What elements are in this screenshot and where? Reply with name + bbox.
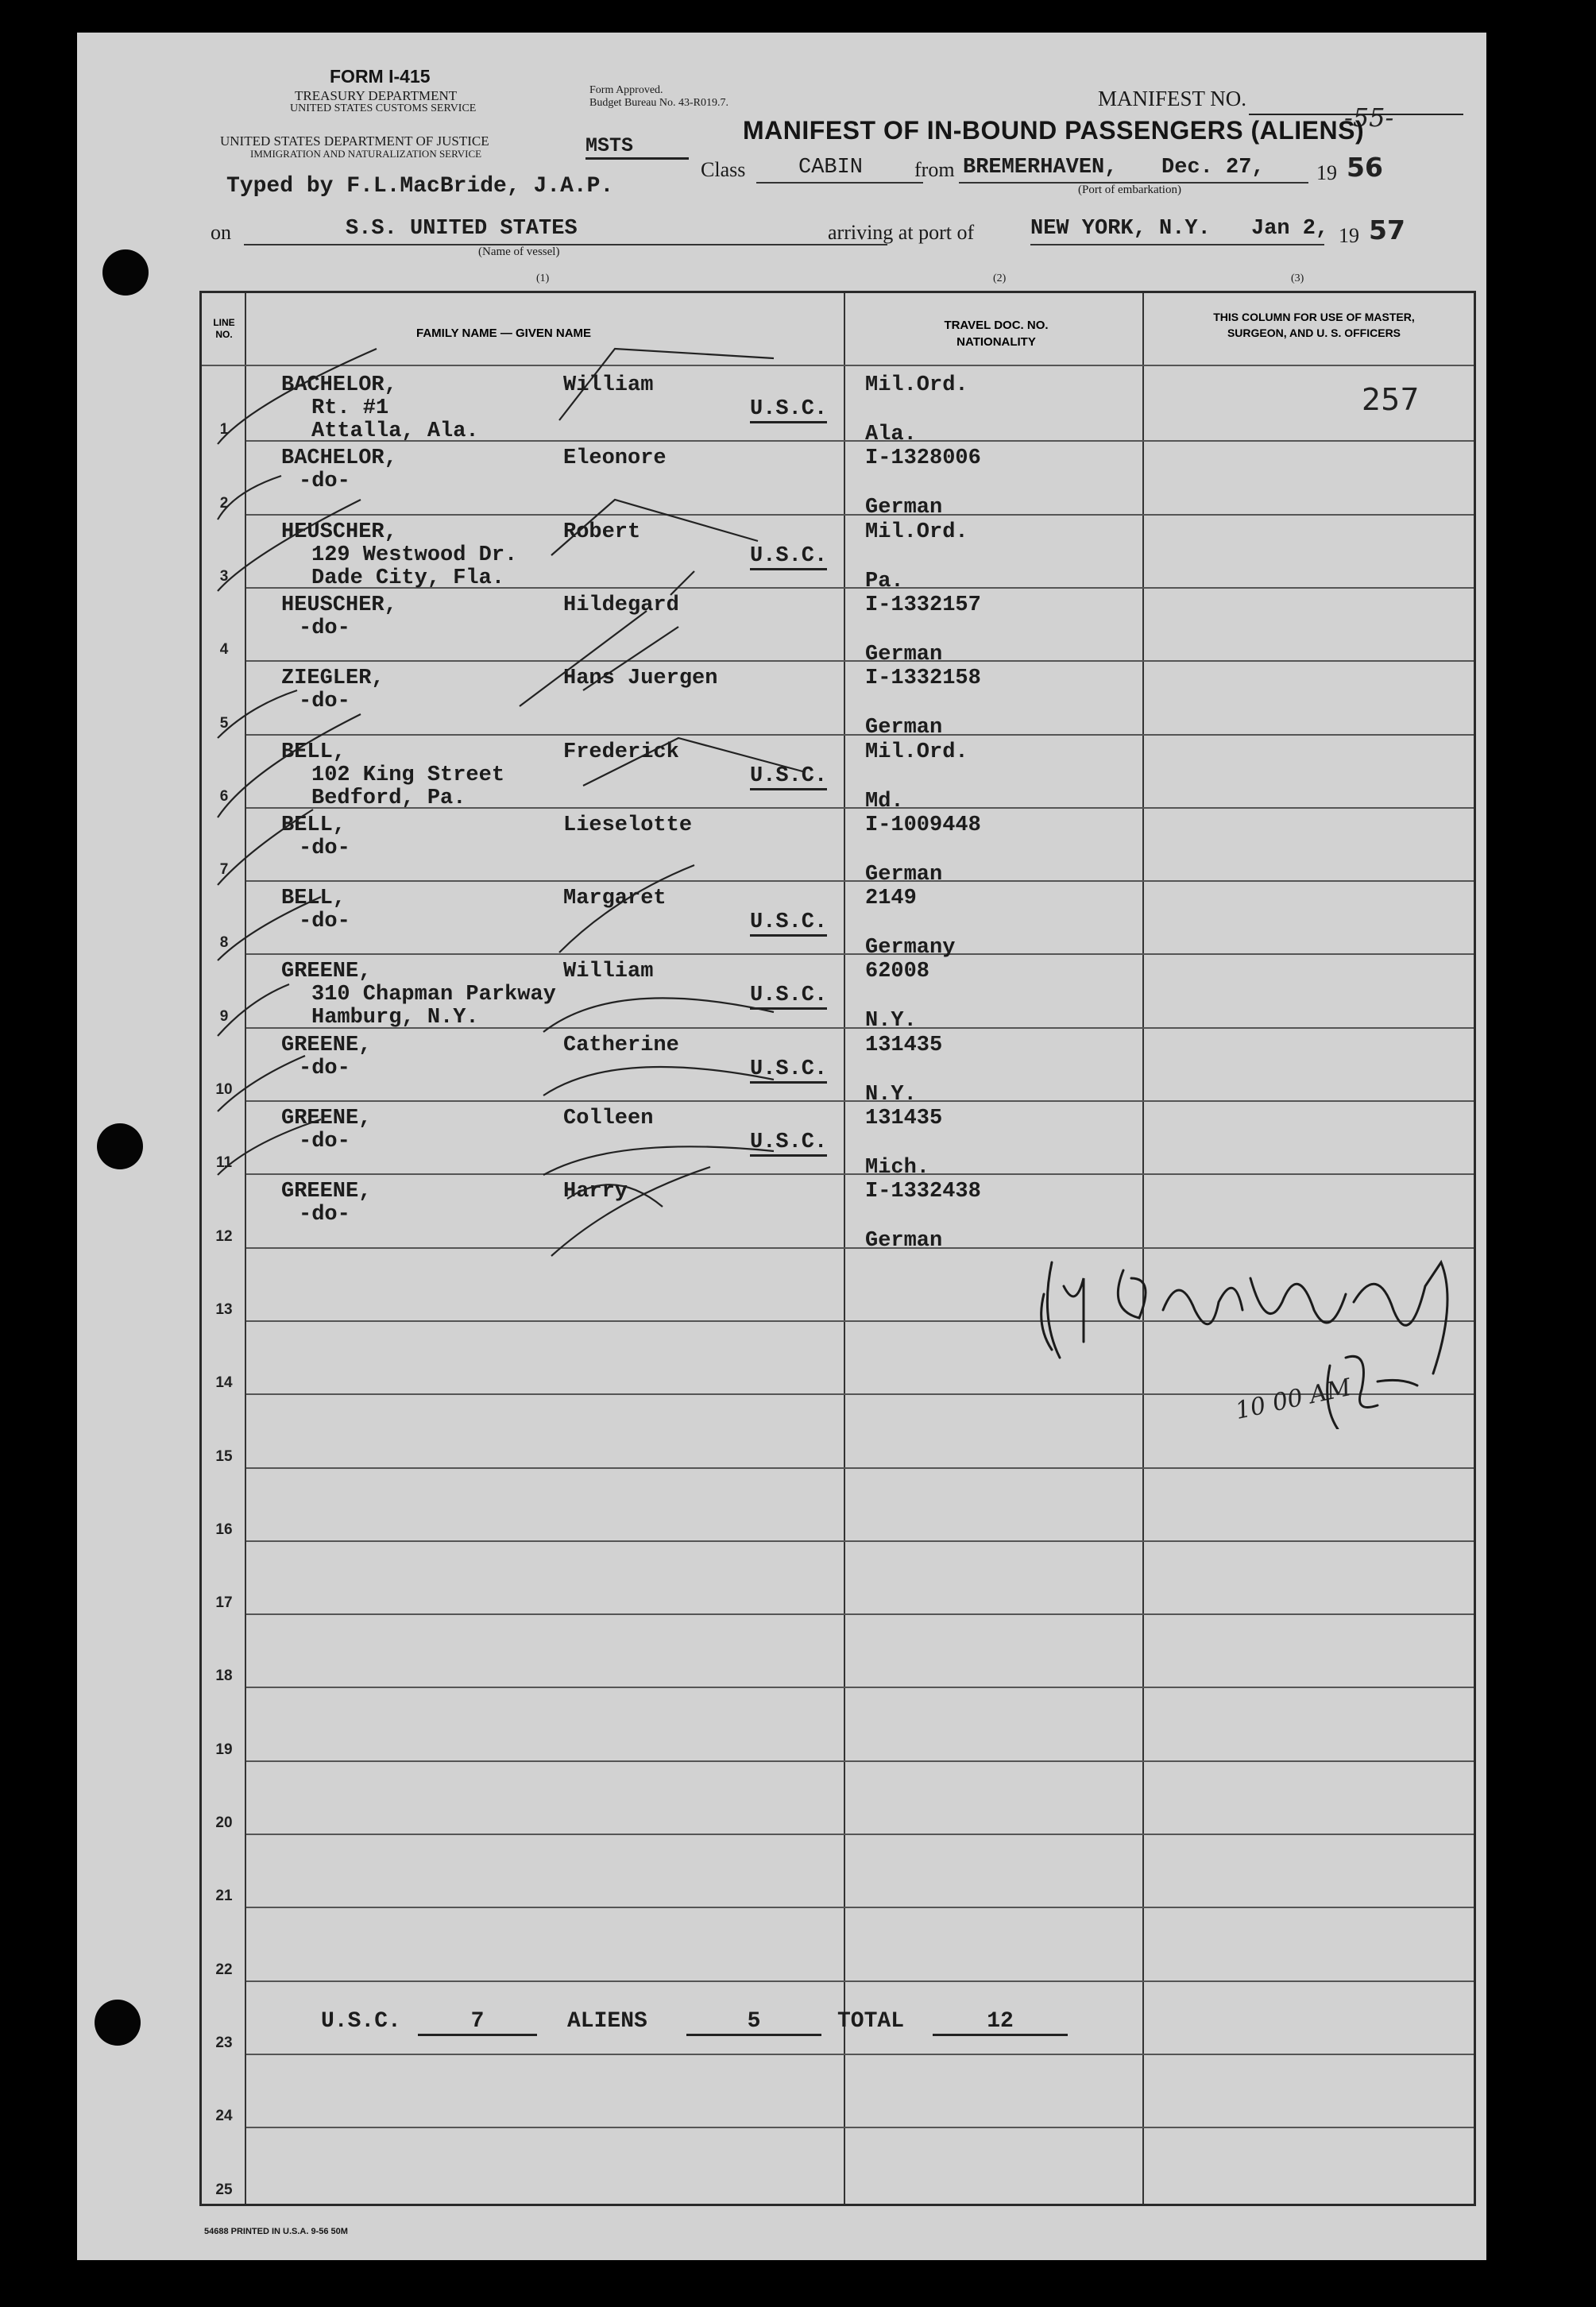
footer-print-note: 54688 PRINTED IN U.S.A. 9-56 50M xyxy=(204,2227,348,2236)
line-number: 18 xyxy=(215,1667,233,1685)
departure-year: 56 xyxy=(1347,152,1383,183)
signature-text-hidden xyxy=(1044,1421,1052,1422)
line-number: 10 xyxy=(215,1081,233,1098)
embarkation-port: BREMERHAVEN, xyxy=(963,156,1118,180)
given-name: Hildegard xyxy=(563,593,679,617)
manifest-number: -55- xyxy=(1344,102,1394,133)
line-number: 6 xyxy=(219,787,229,805)
travel-doc-no: Mil.Ord. xyxy=(865,520,968,544)
line-number: 7 xyxy=(219,861,229,879)
citizenship-usc: U.S.C. xyxy=(750,764,827,790)
citizenship-usc: U.S.C. xyxy=(750,544,827,570)
travel-doc-no: I-1332157 xyxy=(865,593,981,617)
vessel-underline xyxy=(244,244,887,245)
travel-doc-no: I-1328006 xyxy=(865,446,981,471)
citizenship-usc: U.S.C. xyxy=(750,1057,827,1084)
class-value: CABIN xyxy=(798,156,864,180)
punch-hole xyxy=(102,249,149,296)
family-name: HEUSCHER, xyxy=(281,593,397,617)
line-number: 3 xyxy=(219,567,229,585)
family-name: BACHELOR, xyxy=(281,446,397,471)
row-rule xyxy=(246,880,1474,882)
line-no-header: LINE NO. xyxy=(213,317,235,340)
arrival-port: NEW YORK, N.Y. xyxy=(1030,217,1211,241)
row-rule xyxy=(246,1540,1474,1542)
ins-service: IMMIGRATION AND NATURALIZATION SERVICE xyxy=(250,148,482,160)
row-rule xyxy=(246,1613,1474,1615)
usc-total-value: 7 xyxy=(418,2009,537,2036)
citizenship-usc: U.S.C. xyxy=(750,1130,827,1157)
class-label: Class xyxy=(701,158,746,181)
nationality: N.Y. xyxy=(865,1082,917,1107)
nationality: Pa. xyxy=(865,569,904,593)
manifest-no-label: MANIFEST NO. xyxy=(1098,87,1247,110)
ditto-mark: -do- xyxy=(299,1130,350,1154)
arrival-underline xyxy=(1030,244,1324,245)
class-underline xyxy=(756,182,923,184)
manifest-page xyxy=(77,33,1486,2260)
nationality: Germany xyxy=(865,936,956,960)
manifest-table xyxy=(199,291,1476,2206)
form-number: FORM I-415 xyxy=(330,66,431,87)
nationality: German xyxy=(865,862,943,887)
ditto-mark: -do- xyxy=(299,470,350,494)
line-number: 9 xyxy=(219,1007,229,1025)
family-name: BELL, xyxy=(281,887,346,911)
nationality: Mich. xyxy=(865,1156,930,1180)
from-label: from xyxy=(914,158,955,181)
ditto-mark: -do- xyxy=(299,690,350,714)
nationality: German xyxy=(865,1229,943,1254)
manifest-title: MANIFEST OF IN-BOUND PASSENGERS (ALIENS) xyxy=(743,116,1365,145)
on-label: on xyxy=(211,221,231,244)
column-number-2: (2) xyxy=(993,272,1007,284)
row-rule xyxy=(246,1980,1474,1982)
time-note-hidden xyxy=(1044,1425,1048,1426)
row-rule xyxy=(246,1687,1474,1688)
line-number: 8 xyxy=(219,934,229,952)
given-name: Catherine xyxy=(563,1033,679,1057)
name-column-header: FAMILY NAME — GIVEN NAME xyxy=(416,327,592,340)
header-divider xyxy=(202,365,1474,366)
column-number-1: (1) xyxy=(536,272,550,284)
travel-doc-no: 2149 xyxy=(865,887,917,911)
officer-number: 257 xyxy=(1362,382,1420,417)
departure-year-prefix: 19 xyxy=(1316,161,1337,184)
row-rule xyxy=(246,1173,1474,1175)
travel-doc-no: 131435 xyxy=(865,1107,943,1130)
address-line: Hamburg, N.Y. xyxy=(311,1006,479,1030)
row-rule xyxy=(246,1467,1474,1469)
travel-doc-no: 131435 xyxy=(865,1033,943,1057)
family-name: GREENE, xyxy=(281,960,372,984)
citizenship-usc: U.S.C. xyxy=(750,983,827,1010)
arrival-year-prefix: 19 xyxy=(1339,224,1359,247)
travel-doc-no: I-1009448 xyxy=(865,813,981,837)
arrival-date: Jan 2, xyxy=(1251,217,1329,241)
line-number: 24 xyxy=(215,2108,233,2125)
ditto-mark: -do- xyxy=(299,1203,350,1227)
address-line: 310 Chapman Parkway xyxy=(311,983,556,1007)
row-rule xyxy=(246,2054,1474,2055)
travel-doc-no: Mil.Ord. xyxy=(865,740,968,764)
address-line: 129 Westwood Dr. xyxy=(311,543,518,567)
total-value: 12 xyxy=(933,2009,1068,2036)
address-line: Attalla, Ala. xyxy=(311,419,479,443)
travel-doc-no: I-1332158 xyxy=(865,667,981,691)
total-label: TOTAL xyxy=(837,2008,905,2034)
line-number: 12 xyxy=(215,1227,233,1245)
row-rule xyxy=(246,660,1474,662)
punch-hole xyxy=(97,1123,143,1169)
given-name: Colleen xyxy=(563,1107,654,1130)
row-rule xyxy=(246,734,1474,736)
line-number: 2 xyxy=(219,494,229,512)
port-caption: (Port of embarkation) xyxy=(1078,184,1181,196)
nationality: German xyxy=(865,642,943,667)
line-number: 17 xyxy=(215,1594,233,1612)
justice-department: UNITED STATES DEPARTMENT OF JUSTICE xyxy=(220,133,489,149)
row-rule xyxy=(246,514,1474,516)
line-number: 25 xyxy=(215,2181,233,2198)
row-rule xyxy=(246,1834,1474,1835)
given-name: Eleonore xyxy=(563,446,667,471)
travel-doc-no: 62008 xyxy=(865,960,930,984)
line-number: 23 xyxy=(215,2034,233,2051)
address-line: Dade City, Fla. xyxy=(311,566,505,590)
row-rule xyxy=(246,2127,1474,2128)
line-number: 20 xyxy=(215,1814,233,1831)
line-number: 14 xyxy=(215,1374,233,1392)
row-rule xyxy=(246,953,1474,955)
family-name: BELL, xyxy=(281,740,346,764)
given-name: Harry xyxy=(563,1180,628,1204)
given-name: Lieselotte xyxy=(563,813,693,837)
ditto-mark: -do- xyxy=(299,836,350,860)
address-line: Rt. #1 xyxy=(311,396,389,420)
ditto-mark: -do- xyxy=(299,910,350,934)
msts-stamp: MSTS xyxy=(585,134,689,160)
line-number: 21 xyxy=(215,1888,233,1905)
line-number: 1 xyxy=(219,421,229,439)
aliens-label: ALIENS xyxy=(567,2008,647,2034)
family-name: BELL, xyxy=(281,813,346,837)
form-approved: Form Approved. xyxy=(589,84,663,96)
arriving-label: arriving at port of xyxy=(828,221,975,244)
given-name: William xyxy=(563,960,654,984)
citizenship-usc: U.S.C. xyxy=(750,910,827,937)
nationality: German xyxy=(865,716,943,740)
nationality: German xyxy=(865,496,943,520)
nationality: N.Y. xyxy=(865,1009,917,1034)
line-number: 5 xyxy=(219,714,229,732)
line-number: 16 xyxy=(215,1521,233,1538)
row-rule xyxy=(246,1907,1474,1908)
travel-doc-header: TRAVEL DOC. NO. NATIONALITY xyxy=(944,319,1049,349)
ditto-mark: -do- xyxy=(299,1056,350,1080)
budget-bureau-no: Budget Bureau No. 43-R019.7. xyxy=(589,97,728,109)
departure-date: Dec. 27, xyxy=(1161,156,1265,180)
given-name: Frederick xyxy=(563,740,679,764)
travel-doc-no: Mil.Ord. xyxy=(865,373,968,397)
officers-column-header: THIS COLUMN FOR USE OF MASTER, SURGEON, AND U. S. OFFICERS xyxy=(1213,311,1415,339)
vessel-name: S.S. UNITED STATES xyxy=(346,217,578,241)
given-name: Robert xyxy=(563,520,641,544)
family-name: GREENE, xyxy=(281,1033,372,1057)
line-number: 15 xyxy=(215,1447,233,1465)
nationality: Ala. xyxy=(865,423,917,446)
punch-hole xyxy=(95,2000,141,2046)
row-rule xyxy=(246,1100,1474,1102)
family-name: HEUSCHER, xyxy=(281,520,397,544)
citizenship-usc: U.S.C. xyxy=(750,397,827,423)
given-name: William xyxy=(563,373,654,397)
ditto-mark: -do- xyxy=(299,616,350,640)
line-number: 4 xyxy=(219,641,229,659)
line-number: 19 xyxy=(215,1741,233,1758)
nationality: Md. xyxy=(865,789,904,813)
family-name: GREENE, xyxy=(281,1107,372,1130)
given-name: Hans Juergen xyxy=(563,667,718,691)
given-name: Margaret xyxy=(563,887,667,911)
typed-by: Typed by F.L.MacBride, J.A.P. xyxy=(226,174,614,199)
family-name: GREENE, xyxy=(281,1180,372,1204)
treasury-department: TREASURY DEPARTMENT xyxy=(295,88,458,103)
line-number: 22 xyxy=(215,1961,233,1978)
usc-total-label: U.S.C. xyxy=(321,2008,401,2034)
column-number-3: (3) xyxy=(1291,272,1304,284)
row-rule xyxy=(246,1760,1474,1762)
address-line: 102 King Street xyxy=(311,763,505,787)
customs-service: UNITED STATES CUSTOMS SERVICE xyxy=(290,102,477,114)
line-number: 13 xyxy=(215,1300,233,1318)
family-name: ZIEGLER, xyxy=(281,667,385,691)
vessel-caption: (Name of vessel) xyxy=(478,245,560,258)
aliens-value: 5 xyxy=(686,2009,821,2036)
address-line: Bedford, Pa. xyxy=(311,786,466,810)
arrival-year: 57 xyxy=(1369,214,1405,245)
travel-doc-no: I-1332438 xyxy=(865,1180,981,1204)
time-note: 10 00 AM xyxy=(1232,1374,1354,1425)
line-number: 11 xyxy=(215,1154,233,1172)
family-name: BACHELOR, xyxy=(281,373,397,397)
